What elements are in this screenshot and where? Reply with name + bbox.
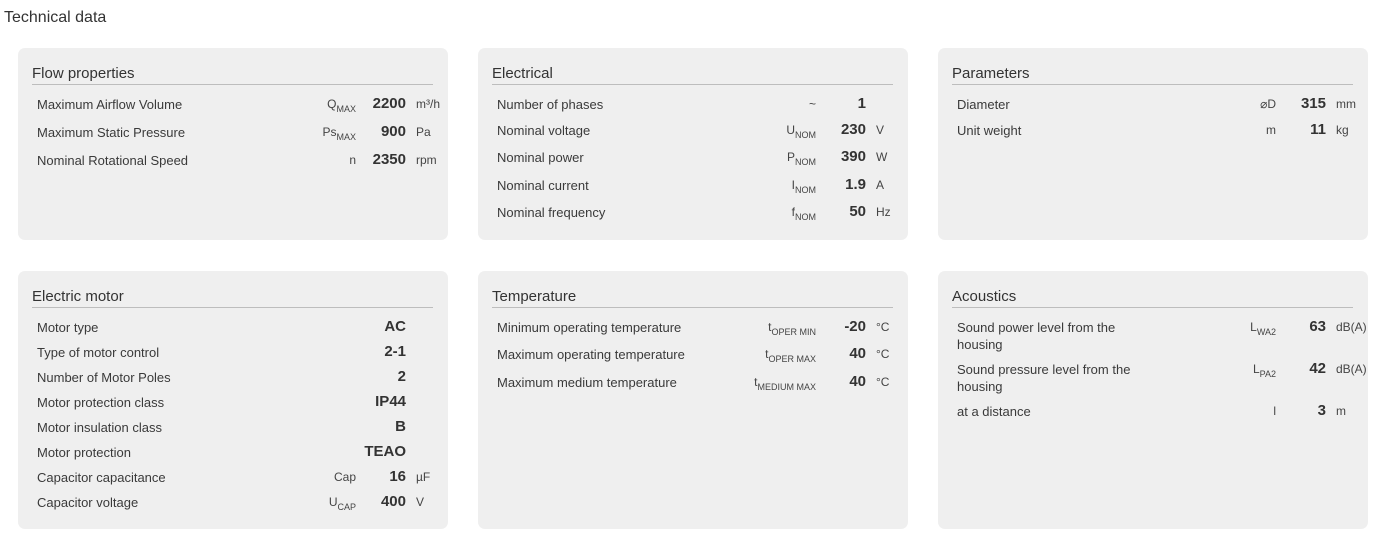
spec-symbol: m <box>1266 123 1276 137</box>
card-electric-motor <box>18 271 448 529</box>
card-temperature <box>478 271 908 529</box>
spec-row-motor-poles <box>37 369 447 387</box>
spec-value: 230 <box>840 121 866 138</box>
spec-label: Capacitor voltage <box>37 495 139 510</box>
spec-value: 900 <box>380 123 406 140</box>
spec-unit: mm <box>1336 97 1356 111</box>
spec-value: 16 <box>389 468 406 485</box>
spec-value: 50 <box>849 203 866 220</box>
spec-value: 400 <box>380 493 406 510</box>
spec-value: 40 <box>849 345 866 362</box>
spec-row-diameter <box>957 96 1367 114</box>
spec-label: Unit weight <box>957 123 1022 138</box>
spec-row-sound-pressure <box>957 360 1367 394</box>
spec-row-max-static-pressure <box>37 124 447 142</box>
page-title: Technical data <box>4 9 107 26</box>
spec-unit: kg <box>1336 123 1349 137</box>
spec-label: Motor insulation class <box>37 420 162 435</box>
spec-symbol: $t_{MEDIUM MAX}$ <box>754 375 816 392</box>
spec-unit: V <box>416 495 425 509</box>
spec-value: 2200 <box>372 95 406 112</box>
spec-row-weight <box>957 122 1367 140</box>
spec-row-motor-protection <box>37 444 447 462</box>
card-title: Flow properties <box>32 65 433 85</box>
spec-row-max-oper-temp <box>497 346 907 364</box>
spec-label: Maximum Airflow Volume <box>37 97 183 112</box>
spec-unit: m <box>1336 404 1346 418</box>
spec-label: Nominal power <box>497 150 584 165</box>
spec-row-power <box>497 149 907 167</box>
spec-value: 40 <box>849 373 866 390</box>
spec-value: 2-1 <box>384 343 406 360</box>
spec-label: Minimum operating temperature <box>497 320 682 335</box>
spec-label: Maximum operating temperature <box>497 347 685 362</box>
card-flow-properties <box>18 48 448 240</box>
spec-symbol: $U_{NOM}$ <box>786 123 816 140</box>
spec-value: 42 <box>1309 360 1326 377</box>
spec-row-voltage <box>497 122 907 140</box>
spec-label: Diameter <box>957 97 1010 112</box>
spec-unit: µF <box>416 470 431 484</box>
spec-label: Sound power level from the housing <box>957 320 1116 352</box>
spec-symbol: $P_{NOM}$ <box>786 150 816 167</box>
spec-row-max-airflow <box>37 96 447 114</box>
card-title: Parameters <box>952 65 1353 85</box>
spec-row-max-medium-temp <box>497 374 907 392</box>
spec-label: at a distance <box>957 404 1031 419</box>
spec-label: Nominal frequency <box>497 205 606 220</box>
spec-value: AC <box>384 318 406 335</box>
spec-row-insulation-class <box>37 419 447 437</box>
spec-unit: rpm <box>416 153 437 167</box>
spec-symbol: $f_{NOM}$ <box>791 205 816 222</box>
spec-value: 11 <box>1310 121 1326 138</box>
card-title: Electric motor <box>32 288 433 308</box>
spec-symbol: $U_{CAP}$ <box>328 495 356 512</box>
spec-value: 315 <box>1300 95 1326 112</box>
spec-unit: W <box>876 150 888 164</box>
spec-symbol: ⌀D <box>1260 97 1276 111</box>
spec-row-current <box>497 177 907 195</box>
spec-symbol: n <box>349 153 356 167</box>
spec-symbol: ~ <box>808 97 816 111</box>
spec-symbol: $t_{OPER MAX}$ <box>765 347 816 364</box>
spec-symbol: $L_{PA2}$ <box>1252 362 1276 379</box>
spec-label: Type of motor control <box>37 345 160 360</box>
spec-label: Number of phases <box>497 97 604 112</box>
spec-value: 2 <box>397 368 406 385</box>
spec-value: 63 <box>1309 318 1326 335</box>
spec-label: Nominal Rotational Speed <box>37 153 189 168</box>
spec-row-capacitor-voltage <box>37 494 447 512</box>
spec-row-rotational-speed <box>37 152 447 170</box>
card-title: Electrical <box>492 65 893 85</box>
spec-value: 1 <box>857 95 866 112</box>
spec-unit: °C <box>876 320 890 334</box>
spec-symbol: $I_{NOM}$ <box>791 178 816 195</box>
spec-value: B <box>395 418 406 435</box>
spec-symbol: $L_{WA2}$ <box>1250 320 1276 337</box>
spec-label: Sound pressure level from the housing <box>957 362 1131 394</box>
card-title: Acoustics <box>952 288 1353 308</box>
spec-symbol: Cap <box>333 470 356 484</box>
spec-row-phases <box>497 96 907 114</box>
spec-label: Nominal voltage <box>497 123 591 138</box>
spec-unit: A <box>876 178 885 192</box>
spec-value: 3 <box>1317 402 1326 419</box>
card-electrical <box>478 48 908 240</box>
spec-row-motor-type <box>37 319 447 337</box>
spec-row-sound-power <box>957 318 1367 352</box>
spec-label: Maximum medium temperature <box>497 375 677 390</box>
spec-symbol: $t_{OPER MIN}$ <box>768 320 816 337</box>
spec-unit: Pa <box>416 125 431 139</box>
spec-symbol: $Q_{MAX}$ <box>327 97 356 114</box>
spec-label: Motor protection <box>37 445 131 460</box>
card-acoustics <box>938 271 1368 529</box>
spec-label: Nominal current <box>497 178 589 193</box>
spec-symbol: $Ps_{MAX}$ <box>322 125 356 142</box>
spec-value: 390 <box>840 148 866 165</box>
spec-label: Motor type <box>37 320 99 335</box>
spec-unit: Hz <box>876 205 891 219</box>
spec-unit: °C <box>876 375 890 389</box>
spec-value: 2350 <box>372 151 406 168</box>
card-parameters <box>938 48 1368 240</box>
card-title: Temperature <box>492 288 893 308</box>
spec-row-motor-control <box>37 344 447 362</box>
spec-label: Maximum Static Pressure <box>37 125 186 140</box>
spec-symbol: l <box>1273 404 1276 418</box>
spec-unit: dB(A) <box>1336 362 1367 376</box>
spec-unit: m³/h <box>416 97 440 111</box>
spec-label: Capacitor capacitance <box>37 470 166 485</box>
spec-row-min-oper-temp <box>497 319 907 337</box>
spec-unit: dB(A) <box>1336 320 1367 334</box>
spec-unit: °C <box>876 347 890 361</box>
spec-label: Motor protection class <box>37 395 165 410</box>
spec-label: Number of Motor Poles <box>37 370 171 385</box>
spec-row-frequency <box>497 204 907 222</box>
spec-value: IP44 <box>375 393 406 410</box>
spec-unit: V <box>876 123 885 137</box>
spec-row-distance <box>957 403 1367 421</box>
spec-value: TEAO <box>364 443 406 460</box>
spec-row-capacitor-capacitance <box>37 469 447 487</box>
spec-value: -20 <box>844 318 866 335</box>
spec-row-protection-class <box>37 394 447 412</box>
spec-value: 1.9 <box>845 176 866 193</box>
